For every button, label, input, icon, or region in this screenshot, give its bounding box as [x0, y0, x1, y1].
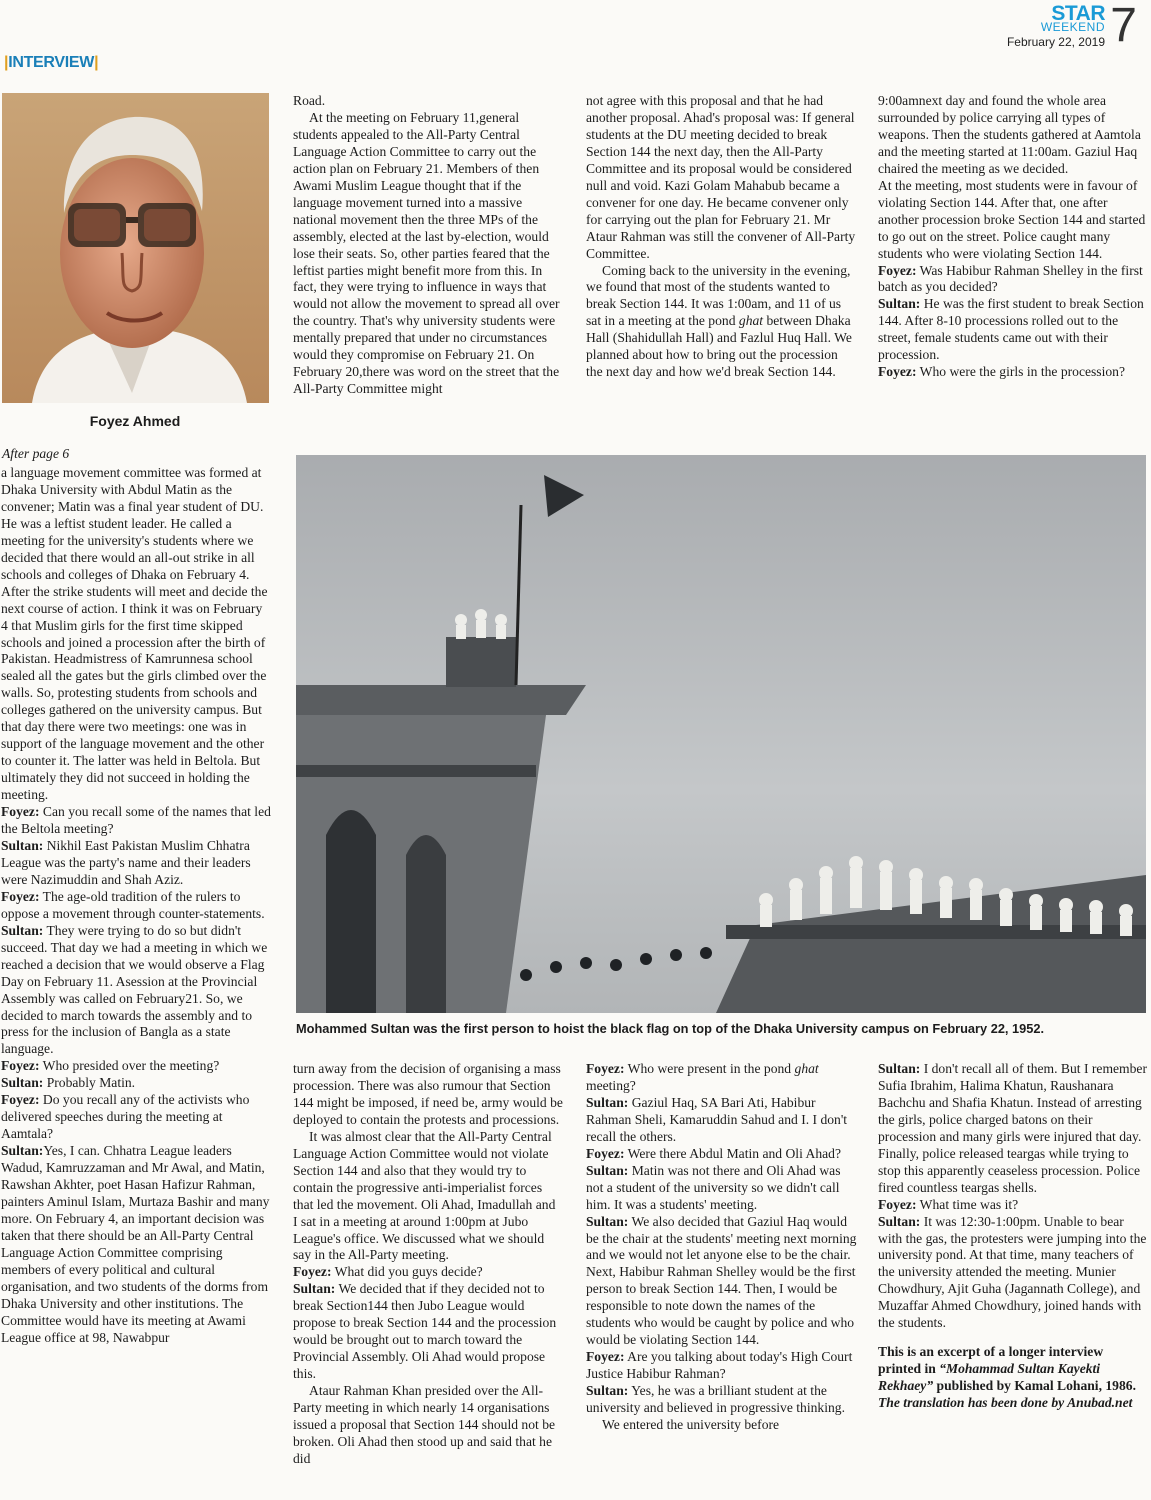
- qa-line: Sultan: We also decided that Gaziul Haq would be the chair at the students' meeting next morning and we would not let anyone else to be the chair. Next, Habibur Rahman Shelley would be the first person to break Section 144. Then, I would be responsible to note down the names of the students who would be caught by police and who would be violating Section 144.: [586, 1213, 857, 1348]
- qa-line: Sultan: Nikhil East Pakistan Muslim Chhatra League was the party's name and their leaders were Nazimuddin and Shah Aziz.: [1, 837, 251, 887]
- speaker: Sultan:: [878, 296, 921, 312]
- qa-line: Sultan: We decided that if they decided not to break Section144 then Jubo League would propose to break Section 144 and the procession would be brought out to march toward the Provincial Assembly. Oli Ahad would propose this.: [293, 1281, 557, 1382]
- speaker: Foyez:: [1, 1058, 40, 1074]
- qa-line: Foyez: Was Habibur Rahman Shelley in the first batch as you decided?: [878, 262, 1143, 295]
- speaker: Sultan:: [586, 1383, 629, 1399]
- qa-line: Sultan: Gaziul Haq, SA Bari Ati, Habibur Rahman Sheli, Kamaruddin Sahud and I. I don't recall the others.: [586, 1094, 848, 1144]
- speaker: Foyez:: [1, 1092, 40, 1108]
- qa-line: Foyez: Who were present in the pond ghat meeting?: [586, 1061, 819, 1093]
- speaker: Foyez:: [586, 1061, 625, 1076]
- paragraph: not agree with this proposal and that he had another proposal. Ahad's proposal was: If general students at the DU meeting decided to break Section 144 the next day, then the All-Party Committee and its proposal would be considered null and void. Kazi Golam Mahabub became a convener for one day. He became convener only for carrying out the plan for February 21. Mr Ataur Rahman was still the convener of All-Party Committee.: [586, 93, 856, 261]
- article-column-top-2: [293, 93, 563, 398]
- qa-line: Foyez: What time was it?: [878, 1196, 1019, 1212]
- masthead-star: STAR: [1051, 2, 1105, 25]
- qa-line: Sultan: They were trying to do so but didn't succeed. That day we had a meeting in which we reached a decision that we would observe a Flag Day on February 11. Asession at the Provincial Assembly was called on February21. So, we decided to march towards the assembly and to press for the inclusion of Bangla as a state language.: [1, 922, 268, 1057]
- paragraph: a language movement committee was formed at Dhaka University with Abdul Matin as the convener; Matin was a final year student of DU. He was a leftist student leader. He called a meeting for the university's students where we decided that there would an all-out strike in all schools and colleges of Dhaka on February 4. After the strike students will meet and decide the next course of action. I think it was on February 4 that Muslim girls for the first time skipped schools and joined a procession after the birth of Pakistan. Headmistress of Kamrunnesa school sealed all the gates but the girls climbed over the walls. So, protesting students from schools and colleges gathered on the university campus. But that day there were two meetings: one was in support of the language movement and the other to counter it. The latter was held in Beltola. But ultimately they did not succeed in holding the meeting.: [1, 465, 268, 803]
- qa-line: Foyez: The age-old tradition of the rulers to oppose a movement through counter-statements.: [1, 888, 265, 921]
- qa-line: Sultan: It was 12:30-1:00pm. Unable to bear with the gas, the protesters were jumping into the university pond. At that time, many teachers of the university attended the meeting. Munier Chowdhury, Ajit Guha (Jagannath College), and Muzaffar Ahmed Chowdhury, joined hands with the students.: [878, 1213, 1147, 1331]
- paragraph: Road.: [293, 93, 326, 108]
- paragraph: We entered the university before: [602, 1417, 780, 1433]
- article-column-bottom-4: [878, 1061, 1149, 1412]
- speaker: Foyez:: [878, 364, 917, 380]
- paragraph: Ataur Rahman Khan presided over the All-Party meeting in which nearly 14 organisations issued a proposal that Section 144 should not be broken. Oli Ahad then stood up and said that he did: [293, 1383, 556, 1466]
- qa-line: Foyez: Can you recall some of the names that led the Beltola meeting?: [1, 804, 271, 837]
- article-column-top-3: [586, 93, 857, 381]
- photo-caption: Mohammed Sultan was the first person to hoist the black flag on top of the Dhaka University campus on February 22, 1952.: [296, 1021, 1045, 1036]
- speaker: Foyez:: [1, 888, 40, 904]
- speaker: Foyez:: [878, 1196, 917, 1212]
- speaker: Sultan:: [878, 1061, 921, 1076]
- paragraph: turn away from the decision of organising a mass procession. There was also rumour that Section 144 might be imposed, if need be, army would be deployed to contain the protests and processions.: [293, 1061, 563, 1127]
- masthead: [979, 2, 1139, 52]
- speaker: Foyez:: [293, 1264, 332, 1280]
- speaker: Sultan:: [1, 1143, 44, 1159]
- qa-line: Foyez: Were there Abdul Matin and Oli Ahad?: [586, 1145, 841, 1161]
- qa-line: Sultan: I don't recall all of them. But I remember Sufia Ibrahim, Halima Khatun, Raushanara Bachchu and Shafia Khatun. Instead of arresting the girls, police charged batons on their procession and many girls were injured that day. Finally, police released teargas while trying to stop this apparently ceaseless procession. Police fired countless teargas shells.: [878, 1061, 1147, 1195]
- speaker: Sultan:: [293, 1281, 336, 1297]
- speaker: Sultan:: [1, 922, 44, 938]
- qa-line: Foyez: Who were the girls in the procession?: [878, 364, 1126, 380]
- speaker: Foyez:: [586, 1145, 625, 1161]
- paragraph: At the meeting, most students were in favour of violating Section 144. After that, one after another procession broke Section 144 and started to go out on the street. Police caught many students who were violating Section 144.: [878, 177, 1146, 261]
- qa-line: Foyez: Who presided over the meeting?: [1, 1058, 220, 1074]
- qa-line: Sultan: Matin was not there and Oli Ahad was not a student of the university so we didn't call him. It was a students' meeting.: [586, 1162, 841, 1212]
- speaker: Sultan:: [586, 1162, 629, 1178]
- page-number: 7: [1110, 0, 1137, 52]
- article-column-bottom-3: [586, 1061, 857, 1434]
- speaker: Foyez:: [878, 262, 917, 278]
- flag-hoisting-photo-illustration: [296, 455, 1146, 1013]
- portrait-photo: [2, 93, 269, 403]
- article-column-bottom-2: [293, 1061, 563, 1468]
- qa-line: Sultan: Probably Matin.: [1, 1075, 136, 1091]
- speaker: Sultan:: [1, 1075, 44, 1091]
- article-column-left: [1, 465, 271, 1347]
- speaker: Sultan:: [1, 837, 44, 853]
- speaker: Sultan:: [586, 1213, 629, 1229]
- section-label: |INTERVIEW|: [4, 54, 99, 71]
- portrait-illustration: [2, 93, 269, 403]
- portrait-caption: Foyez Ahmed: [89, 413, 181, 429]
- qa-line: Sultan:Yes, I can. Chhatra League leaders Wadud, Kamruzzaman and Mr Awal, and Matin, Rawshan Akhter, poet Hasan Hafizur Rahman, painters Aminul Islam, Murtaza Bashir and many more. On February 4, an important decision was taken that there should be an All-Party Central Language Action Committee comprising members of every political and cultural organisation, and two students of the dorms from Dhaka University and other institutions. The Committee would have its meeting at Awami League office at 98, Nawabpur: [1, 1143, 270, 1345]
- paragraph: 9:00amnext day and found the whole area surrounded by police carrying all types of weapons. Then the students gathered at Aamtola and the meeting started at 11:00am. Gaziul Haq chaired the meeting as we decided.: [878, 93, 1141, 176]
- speaker: Foyez:: [1, 804, 40, 820]
- continuation-note: After page 6: [2, 446, 70, 461]
- source-note: This is an excerpt of a longer interview printed in “Mohammad Sultan Kayekti Rekhaey” published by Kamal Lohani, 1986.: [878, 1344, 1136, 1394]
- speaker: Sultan:: [878, 1213, 921, 1229]
- speaker: Sultan:: [586, 1094, 629, 1110]
- paragraph: It was almost clear that the All-Party Central Language Action Committee would not violate Section 144 and also that they would try to contain the progressive anti-imperialist forces that led the movement. Oli Ahad, Imadullah and I sat in a meeting at around 1:00pm at Jubo League's office. We discussed what we should say in the All-Party meeting.: [293, 1128, 556, 1263]
- issue-date: February 22, 2019: [1006, 35, 1105, 49]
- paragraph: At the meeting on February 11,general students appealed to the All-Party Central Language Action Committee to carry out the action plan on February 21. Members of then Awami Muslim League thought that if the language movement turned into a massive national movement then the three MPs of the assembly, elected at the last by-election, would lose their seats. So, other parties feared that the leftist parties might benefit more from this. In fact, they were trying to influence in ways that would not allow the movement to spread all over the country. That's why university students were mentally prepared that under no circumstances would they compromise on February 21. On February 20,there was word on the street that the All-Party Committee might: [293, 109, 560, 397]
- qa-line: Foyez: What did you guys decide?: [293, 1264, 483, 1280]
- translation-credit: The translation has been done by Anubad.net: [878, 1395, 1133, 1411]
- masthead-weekend: WEEKEND: [1040, 20, 1105, 34]
- speaker: Foyez:: [586, 1349, 625, 1365]
- qa-line: Foyez: Are you talking about today's High Court Justice Habibur Rahman?: [586, 1349, 853, 1382]
- article-column-top-4: [878, 93, 1149, 381]
- paragraph: Coming back to the university in the evening, we found that most of the students wanted to break Section 144. It was 1:00am, and 11 of us sat in a meeting at the pond ghat between Dhaka Hall (Shahidullah Hall) and Fazlul Huq Hall. We planned about how to bring out the procession the next day and how we'd break Section 144.: [586, 262, 852, 380]
- qa-line: Sultan: He was the first student to break Section 144. After 8-10 processions rolled out to the street, female students came out with their procession.: [878, 296, 1144, 363]
- qa-line: Sultan: Yes, he was a brilliant student at the university and believed in progressive thinking.: [586, 1383, 845, 1416]
- qa-line: Foyez: Do you recall any of the activists who delivered speeches during the meeting at Aamtala?: [1, 1092, 250, 1142]
- historic-photo: [296, 455, 1146, 1013]
